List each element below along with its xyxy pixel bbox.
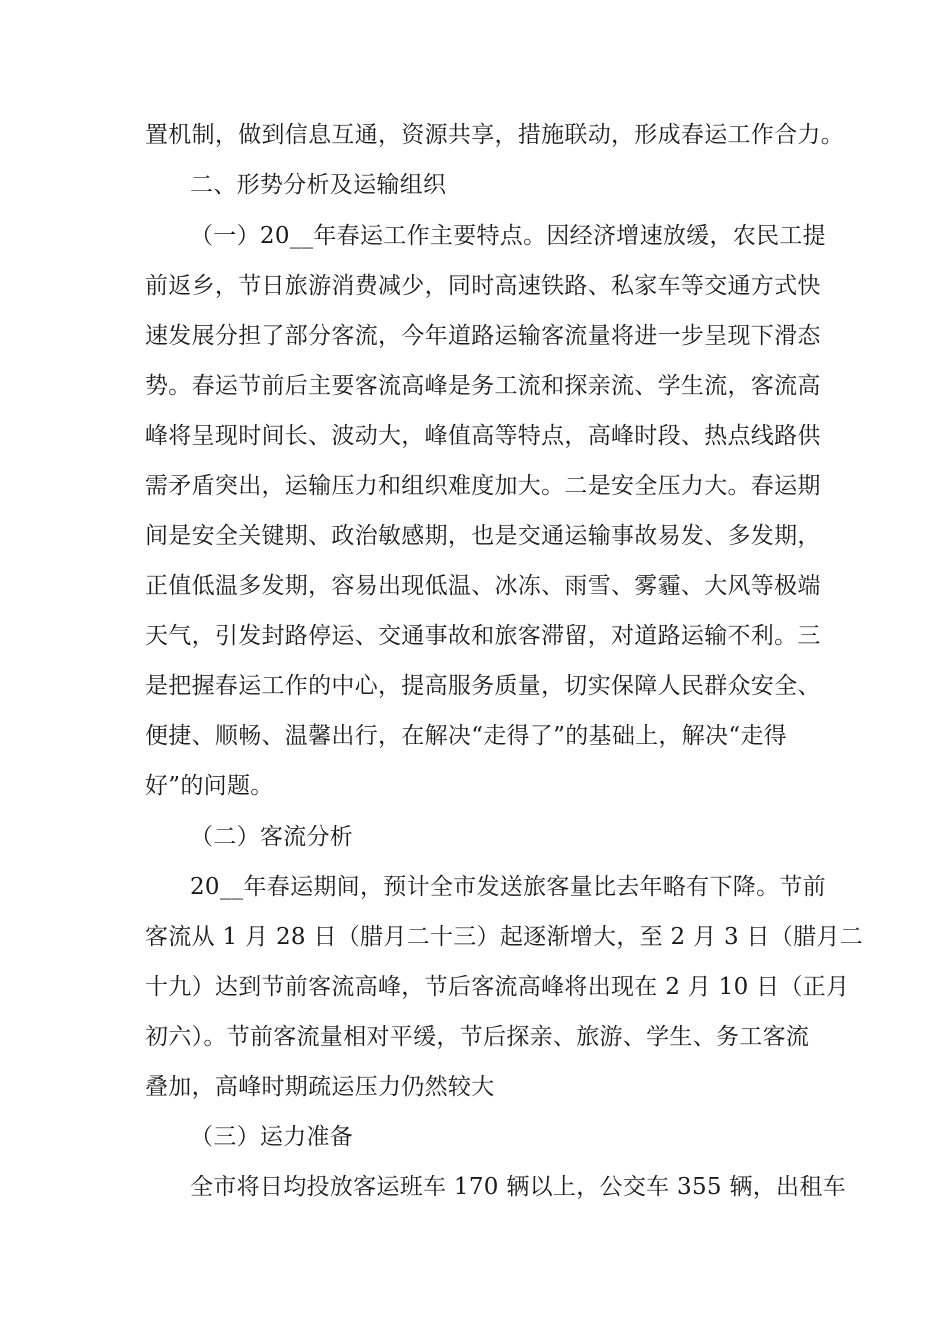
body-text-line: 是把握春运工作的中心，提高服务质量，切实保障人民群众安全、 xyxy=(145,673,821,699)
body-text-line: 需矛盾突出，运输压力和组织难度加大。二是安全压力大。春运期 xyxy=(145,473,821,499)
body-text-line: 速发展分担了部分客流，今年道路运输客流量将进一步呈现下滑态 xyxy=(145,323,821,349)
subsection-heading: （二）客流分析 xyxy=(190,824,354,850)
body-text-line: 峰将呈现时间长、波动大，峰值高等特点，高峰时段、热点线路供 xyxy=(145,423,821,449)
body-text-line: 20__年春运期间，预计全市发送旅客量比去年略有下降。节前 xyxy=(190,874,826,900)
body-text-line: 十九）达到节前客流高峰，节后客流高峰将出现在 2 月 10 日（正月 xyxy=(145,974,850,1000)
body-text-line: 叠加，高峰时期疏运压力仍然较大 xyxy=(145,1074,495,1100)
body-text-line: 全市将日均投放客运班车 170 辆以上，公交车 355 辆，出租车 xyxy=(190,1174,846,1200)
body-text-line: 势。春运节前后主要客流高峰是务工流和探亲流、学生流，客流高 xyxy=(145,373,821,399)
subsection-heading: （三）运力准备 xyxy=(190,1124,354,1150)
body-text-line: 正值低温多发期，容易出现低温、冰冻、雨雪、雾霾、大风等极端 xyxy=(145,573,821,599)
body-text-line: 天气，引发封路停运、交通事故和旅客滞留，对道路运输不利。三 xyxy=(145,623,821,649)
body-text-line: 间是安全关键期、政治敏感期，也是交通运输事故易发、多发期， xyxy=(145,523,821,549)
body-text-line: 好”的问题。 xyxy=(145,773,274,799)
subsection-heading: （一）20__年春运工作主要特点。因经济增速放缓，农民工提 xyxy=(190,223,826,249)
body-text-line: 客流从 1 月 28 日（腊月二十三）起逐渐增大，至 2 月 3 日（腊月二 xyxy=(145,924,864,950)
body-text-line: 初六）。节前客流量相对平缓，节后探亲、旅游、学生、务工客流 xyxy=(145,1024,810,1050)
section-heading: 二、形势分析及运输组织 xyxy=(190,172,447,198)
body-text-line: 便捷、顺畅、温馨出行，在解决“走得了”的基础上，解决“走得 xyxy=(145,723,787,749)
body-text-line: 前返乡，节日旅游消费减少，同时高速铁路、私家车等交通方式快 xyxy=(145,273,821,299)
body-text-line: 置机制，做到信息互通，资源共享，措施联动，形成春运工作合力。 xyxy=(145,122,844,148)
